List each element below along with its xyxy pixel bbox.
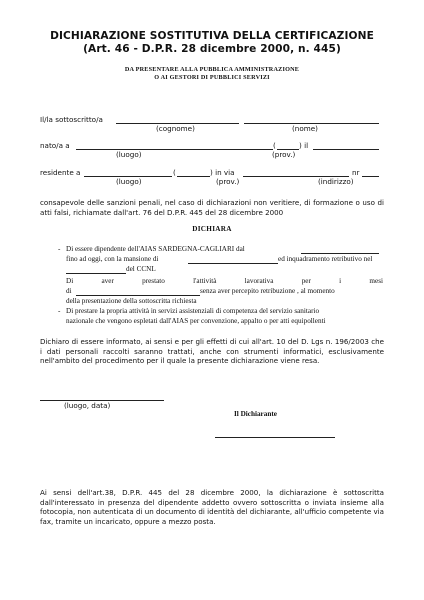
residence-province-line[interactable] xyxy=(177,176,210,177)
declarant-label: Il Dichiarante xyxy=(234,410,277,418)
months-line[interactable] xyxy=(76,295,200,296)
bullet-work-line2b: senza aver percepito retribuzione , al momento xyxy=(200,287,335,295)
undersigned-label: Il/la sottoscritto/a xyxy=(40,115,103,124)
declares-heading: DICHIARA xyxy=(192,225,232,233)
job-role-line[interactable] xyxy=(188,263,278,264)
intro-paragraph: consapevole delle sanzioni penali, nel caso di dichiarazioni non veritiere, di formazione o uso di atti falsi, richiamate dall'art. 76 del D.P.R. 445 del 28 dicembre 2000 xyxy=(40,198,384,217)
document-subtitle-line2: O AI GESTORI DI PUBBLICI SERVIZI xyxy=(154,74,270,81)
street-label: ) in via xyxy=(210,168,235,177)
bullet-dash-1: - xyxy=(58,245,61,253)
footer-paragraph: Ai sensi dell'art.38, D.P.R. 445 del 28 dicembre 2000, la dichiarazione è sottoscritta dall'interessato in presenza del dipendente addetto ovvero sottoscritta o inviata insieme alla fotocopia, non autenticata di un documento di identità del dichiarante, all'ufficio competente via fax, tramite un incaricato, oppure a mezzo posta. xyxy=(40,488,384,526)
birth-province-hint: (prov.) xyxy=(272,150,296,159)
privacy-paragraph: Dichiaro di essere informato, ai sensi e per gli effetti di cui all'art. 10 del D. Lgs n. 196/2003 che i dati personali raccolti saranno trattati, anche con strumenti informatici, esclusivamente nell'ambito del procedimento per il quale la presente dichiarazione viene resa. xyxy=(40,337,384,366)
bullet-services-line1: Di prestare la propria attività in servizi assistenziali di competenza del servizio sanitario xyxy=(66,307,320,315)
residence-province-open-paren: ( xyxy=(173,168,176,177)
surname-hint: (cognome) xyxy=(156,124,195,133)
address-hint: (indirizzo) xyxy=(318,177,354,186)
bullet-work-line3: della presentazione della sottoscritta richiesta xyxy=(66,297,197,305)
birthplace-hint: (luogo) xyxy=(116,150,142,159)
resident-label: residente a xyxy=(40,168,81,177)
document-subtitle-line1: DA PRESENTARE ALLA PUBBLICA AMMINISTRAZIONE xyxy=(124,66,300,73)
name-hint: (nome) xyxy=(292,124,318,133)
bullet-employee-line3: del CCNL xyxy=(126,265,156,273)
residence-place-hint: (luogo) xyxy=(116,177,142,186)
house-number-label: nr xyxy=(352,168,360,177)
employment-start-line[interactable] xyxy=(301,253,379,254)
bullet-dash-3: - xyxy=(58,307,61,315)
birthplace-line[interactable] xyxy=(76,149,273,150)
document-title-line2: (Art. 46 - D.P.R. 28 dicembre 2000, n. 445) xyxy=(83,43,341,55)
birth-date-line[interactable] xyxy=(313,149,379,150)
bullet-services-line2: nazionale che vengono espletati dall'AIAS per convenzione, appalto o per atti equipollenti xyxy=(66,317,326,325)
house-number-line[interactable] xyxy=(362,176,379,177)
bullet-work-line2a: di xyxy=(66,287,72,295)
document-title-line1: DICHIARAZIONE SOSTITUTIVA DELLA CERTIFICAZIONE xyxy=(50,30,374,42)
bullet-employee-line2a: fino ad oggi, con la mansione di xyxy=(66,255,159,263)
signature-line[interactable] xyxy=(215,437,335,438)
birth-date-label: ) il xyxy=(299,141,309,150)
bullet-employee-line2b: ed inquadramento retributivo nel xyxy=(278,255,373,263)
place-date-hint: (luogo, data) xyxy=(64,401,111,410)
pay-grade-line[interactable] xyxy=(66,273,126,274)
bullet-employee-line1: Di essere dipendente dell'AIAS SARDEGNA-CAGLIARI dal xyxy=(66,245,245,253)
born-label: nato/a a xyxy=(40,141,70,150)
birth-province-open-paren: ( xyxy=(273,141,276,150)
bullet-work-line1: Di aver prestato l'attività lavorativa per i mesi xyxy=(66,277,383,285)
residence-province-hint: (prov.) xyxy=(216,177,240,186)
